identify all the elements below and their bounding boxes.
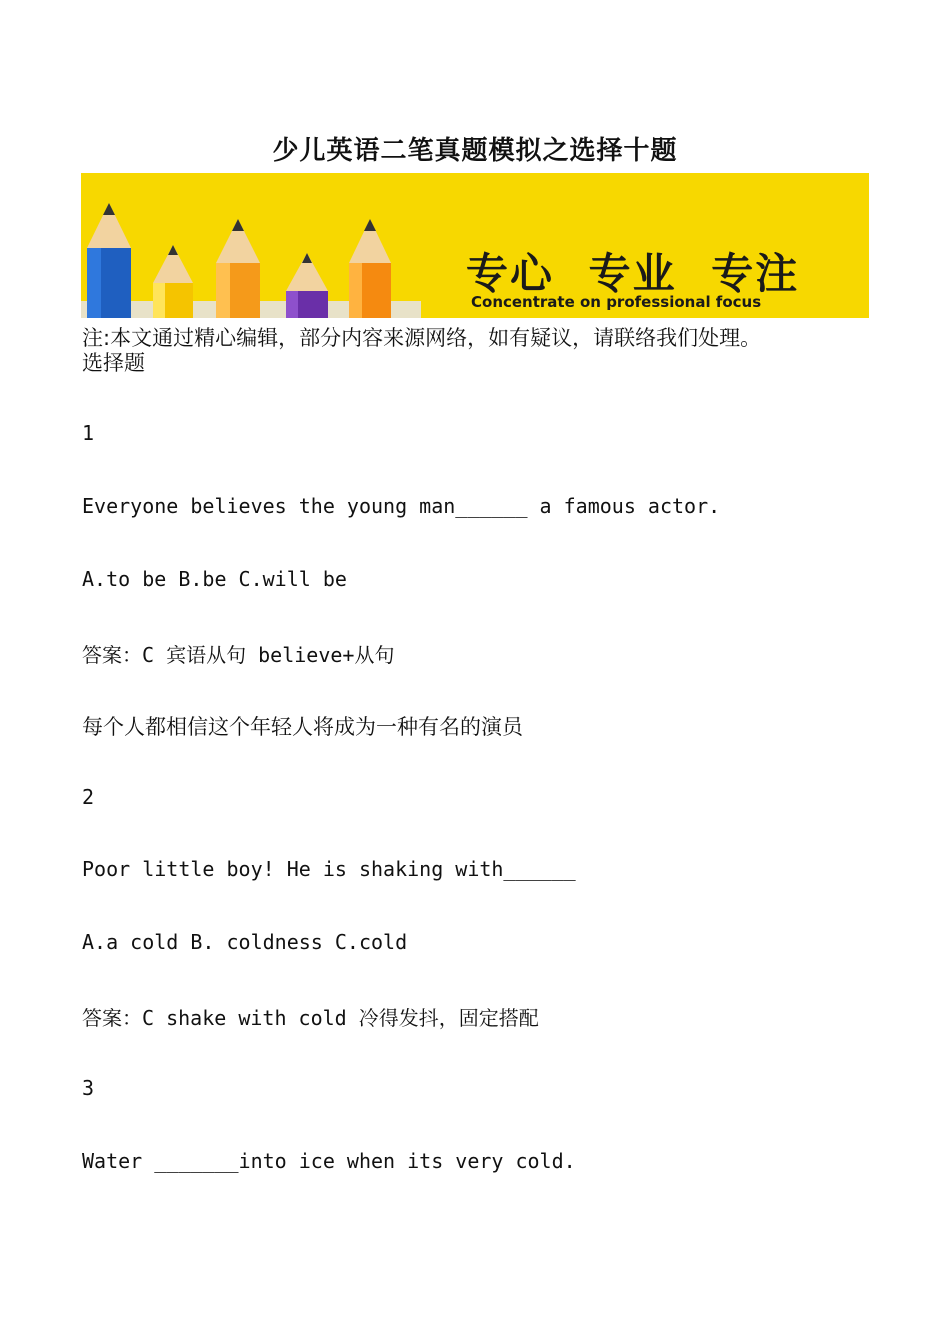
question-text: Water _______into ice when its very cold. xyxy=(82,1149,576,1173)
section-heading: 选择题 xyxy=(82,351,145,375)
question-answer: 答案：C 宾语从句 believe+从句 xyxy=(82,643,395,667)
banner-slogan-english: Concentrate on professional focus xyxy=(471,293,762,311)
question-text: Everyone believes the young man______ a famous actor. xyxy=(82,494,721,518)
question-number: 1 xyxy=(82,421,95,445)
note-text: 注:本文通过精心编辑，部分内容来源网络，如有疑议，请联络我们处理。 xyxy=(82,326,762,350)
question-number: 3 xyxy=(82,1076,95,1100)
question-number: 2 xyxy=(82,785,95,809)
pencil-icon xyxy=(286,253,328,318)
question-options: A.a cold B. coldness C.cold xyxy=(82,930,408,954)
question-options: A.to be B.be C.will be xyxy=(82,567,347,591)
question-answer: 答案：C shake with cold 冷得发抖，固定搭配 xyxy=(82,1006,539,1030)
question-text: Poor little boy! He is shaking with______ xyxy=(82,857,576,881)
banner-slogan: 专心 专业 专注 xyxy=(466,249,800,298)
pencil-icon xyxy=(216,219,260,318)
question-translation: 每个人都相信这个年轻人将成为一种有名的演员 xyxy=(82,715,523,739)
banner-image xyxy=(81,173,869,318)
pencil-icon xyxy=(153,245,193,318)
page-title: 少儿英语二笔真题模拟之选择十题 xyxy=(272,136,678,166)
pencil-icon xyxy=(349,219,391,318)
pencil-icon xyxy=(87,203,131,318)
